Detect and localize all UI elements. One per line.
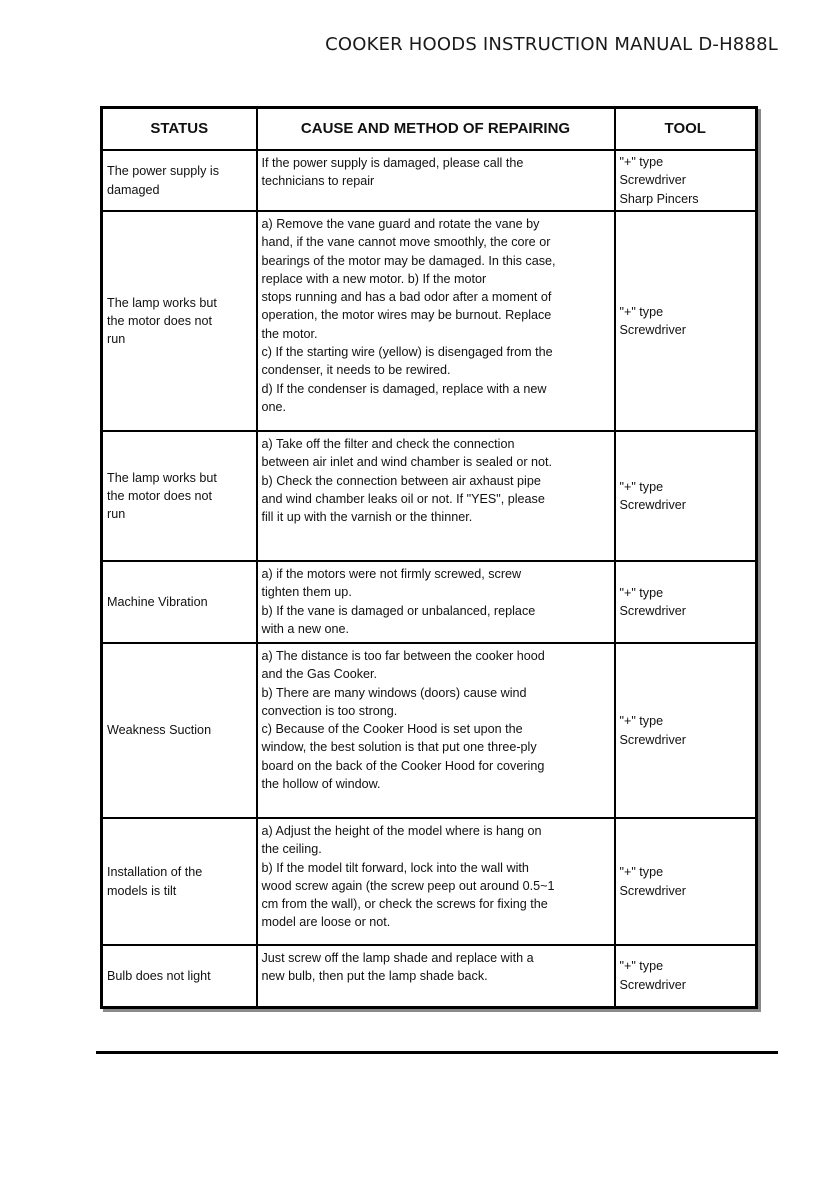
table-row — [102, 643, 757, 818]
cause-text-line: and the Gas Cooker. — [261, 667, 378, 682]
cause-text-line: convection is too strong. — [261, 703, 398, 718]
status-cell — [102, 431, 257, 561]
cause-text-line: Just screw off the lamp shade and replace with a — [261, 951, 534, 965]
status-cell — [102, 945, 257, 1007]
troubleshooting-table-container — [100, 106, 755, 1009]
cause-text-line: b) If the model tilt forward, lock into the wall with — [261, 860, 529, 875]
tool-text-line: Screwdriver — [619, 883, 686, 898]
cause-text-line: window, the best solution is that put one three-ply — [261, 740, 537, 755]
status-text-line: the motor does not — [107, 488, 213, 503]
tool-cell — [615, 211, 757, 431]
tool-cell — [615, 561, 757, 643]
cause-text-line: a) Adjust the height of the model where is hang on — [261, 824, 542, 838]
column-header-status: STATUS — [102, 108, 257, 151]
footer-divider — [96, 1051, 778, 1054]
status-text-line: The power supply is — [107, 164, 219, 179]
tool-text-line: "+" type — [619, 585, 664, 600]
table-row — [102, 945, 757, 1007]
tool-cell — [615, 643, 757, 818]
tool-text-line: "+" type — [619, 865, 664, 880]
status-cell — [102, 150, 257, 211]
cause-cell — [257, 945, 615, 1007]
tool-text-line: Screwdriver — [619, 498, 686, 512]
cause-text-line: condenser, it needs to be rewired. — [261, 363, 451, 378]
cause-text-line: a) if the motors were not firmly screwed, screw — [261, 567, 522, 581]
cause-cell — [257, 818, 615, 945]
status-text-line: Machine Vibration — [107, 594, 208, 609]
cause-text-line: model are loose or not. — [261, 915, 391, 930]
tool-cell — [615, 150, 757, 211]
cause-text-line: replace with a new motor. b) If the motor — [261, 271, 487, 286]
table-row — [102, 211, 757, 431]
status-text-line: Bulb does not light — [107, 968, 211, 983]
tool-cell — [615, 431, 757, 561]
cause-text-line: bearings of the motor may be damaged. In this case, — [261, 253, 556, 268]
status-cell — [102, 643, 257, 818]
table-header-row — [102, 108, 757, 151]
status-text-line: Installation of the — [107, 865, 203, 880]
cause-text-line: the motor. — [261, 326, 318, 341]
cause-text-line: cm from the wall), or check the screws for fixing the — [261, 897, 548, 912]
cause-text-line: the hollow of window. — [261, 777, 381, 792]
cause-text-line: tighten them up. — [261, 585, 352, 600]
tool-text-line: Screwdriver — [619, 173, 686, 188]
cause-text-line: a) Take off the filter and check the connection — [261, 437, 515, 451]
status-text-line: The lamp works but — [107, 295, 217, 310]
tool-text-line: "+" type — [619, 155, 664, 170]
cause-cell — [257, 643, 615, 818]
cause-text-line: d) If the condenser is damaged, replace with a new — [261, 381, 547, 396]
cause-cell — [257, 561, 615, 643]
status-text-line: Weakness Suction — [107, 723, 212, 738]
tool-cell — [615, 818, 757, 945]
page-header-title: COOKER HOODS INSTRUCTION MANUAL D-H888L — [325, 34, 778, 55]
status-cell — [102, 561, 257, 643]
status-cell — [102, 211, 257, 431]
table-row — [102, 561, 757, 643]
tool-cell — [615, 945, 757, 1007]
tool-text-line: Screwdriver — [619, 977, 686, 992]
table-row — [102, 431, 757, 561]
cause-text-line: a) Remove the vane guard and rotate the vane by — [261, 217, 540, 231]
tool-text-line: "+" type — [619, 714, 664, 729]
status-text-line: damaged — [107, 182, 160, 197]
cause-text-line: board on the back of the Cooker Hood for covering — [261, 758, 545, 773]
cause-text-line: stops running and has a bad odor after a moment of — [261, 290, 552, 305]
cause-text-line: b) If the vane is damaged or unbalanced, replace — [261, 603, 536, 618]
cause-text-line: c) If the starting wire (yellow) is disengaged from the — [261, 345, 553, 360]
cause-text-line: one. — [261, 399, 287, 414]
cause-text-line: fill it up with the varnish or the thinner. — [261, 510, 473, 525]
status-text-line: run — [107, 332, 126, 347]
cause-text-line: and wind chamber leaks oil or not. If "YES", please — [261, 491, 545, 506]
tool-text-line: "+" type — [619, 959, 664, 974]
column-header-tool: TOOL — [615, 108, 757, 151]
cause-text-line: between air inlet and wind chamber is sealed or not. — [261, 455, 553, 470]
cause-cell — [257, 431, 615, 561]
tool-text-line: "+" type — [619, 304, 664, 319]
tool-text-line: Screwdriver — [619, 732, 686, 747]
cause-text-line: the ceiling. — [261, 842, 322, 857]
table-row — [102, 150, 757, 211]
cause-text-line: wood screw again (the screw peep out around 0.5~1 — [261, 878, 555, 893]
table-row — [102, 818, 757, 945]
status-text-line: run — [107, 507, 126, 522]
cause-text-line: with a new one. — [261, 621, 350, 636]
cause-text-line: c) Because of the Cooker Hood is set upon the — [261, 722, 523, 737]
status-text-line: the motor does not — [107, 313, 213, 328]
cause-text-line: If the power supply is damaged, please call the — [261, 156, 524, 170]
cause-text-line: operation, the motor wires may be burnout. Replace — [261, 308, 552, 323]
cause-text-line: a) The distance is too far between the cooker hood — [261, 649, 545, 663]
tool-text-line: Screwdriver — [619, 323, 686, 337]
tool-text-line: "+" type — [619, 479, 664, 494]
cause-text-line: hand, if the vane cannot move smoothly, the core or — [261, 235, 551, 250]
cause-cell — [257, 211, 615, 431]
status-cell — [102, 818, 257, 945]
cause-text-line: b) Check the connection between air axhaust pipe — [261, 473, 541, 488]
column-header-cause: CAUSE AND METHOD OF REPAIRING — [257, 108, 615, 151]
troubleshooting-table — [100, 106, 758, 1009]
cause-text-line: b) There are many windows (doors) cause wind — [261, 685, 527, 700]
cause-cell — [257, 150, 615, 211]
cause-text-line: new bulb, then put the lamp shade back. — [261, 969, 488, 984]
status-text-line: models is tilt — [107, 883, 177, 898]
table-body — [102, 150, 757, 1007]
cause-text-line: technicians to repair — [261, 174, 375, 189]
tool-text-line: Sharp Pincers — [619, 191, 699, 206]
tool-text-line: Screwdriver — [619, 604, 686, 618]
status-text-line: The lamp works but — [107, 470, 217, 485]
